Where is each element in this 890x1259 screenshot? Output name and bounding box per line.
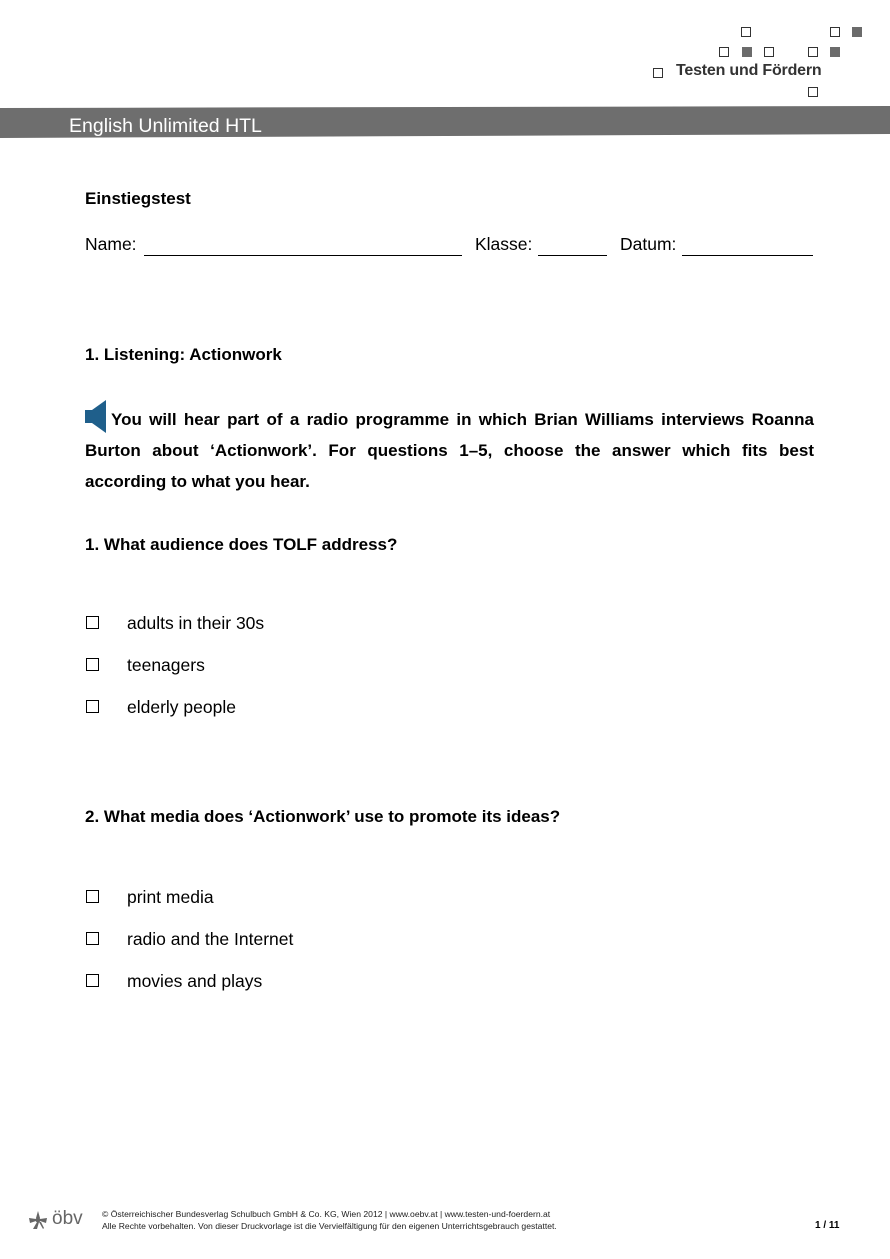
testen-und-foerdern-logo [650,24,870,104]
header-band [0,106,890,138]
logo-square [719,47,729,57]
q1-option-1-label: adults in their 30s [127,613,265,633]
document-title: Einstiegstest [85,189,191,208]
course-title: English Unlimited HTL [69,115,262,137]
logo-square [742,47,752,57]
question-2: 2. What media does ‘Actionwork’ use to promote its ideas? [85,807,561,826]
footer-copyright: © Österreichischer Bundesverlag Schulbuch GmbH & Co. KG, Wien 2012 | www.oebv.at | www.testen-und-foerdern.at [102,1209,551,1219]
q2-option-1-label: print media [127,887,214,907]
checkbox-q2-option-2[interactable] [86,932,99,945]
instruction-body: You will hear part of a radio programme in which Brian Williams interviews Roanna Burton about ‘Actionwork’. For questions 1–5, choose the answer which fits best according to what you hear. [85,410,814,491]
logo-square [852,27,862,37]
logo-square [830,27,840,37]
logo-square [764,47,774,57]
checkbox-q1-option-3[interactable] [86,700,99,713]
logo-square [808,47,818,57]
student-info-row [85,234,815,260]
class-field[interactable] [538,255,607,256]
footer-rights: Alle Rechte vorbehalten. Von dieser Druckvorlage ist die Vervielfältigung für den eigenen Unterrichtsgebrauch gestattet. [102,1221,557,1231]
logo-square [830,47,840,57]
q2-option-3-label: movies and plays [127,971,263,991]
publisher-logo-text: öbv [52,1208,83,1229]
logo-square [741,27,751,37]
date-field[interactable] [682,255,813,256]
q1-option-3-label: elderly people [127,697,236,717]
logo-square [653,68,663,78]
publisher-logo-icon [28,1210,48,1230]
question-1: 1. What audience does TOLF address? [85,535,398,554]
checkbox-q1-option-2[interactable] [86,658,99,671]
page-number: 1 / 11 [815,1220,840,1231]
q1-option-2-label: teenagers [127,655,205,675]
logo-square [808,87,818,97]
logo-text: Testen und Fördern [676,62,822,79]
section-heading: 1. Listening: Actionwork [85,345,282,364]
class-label: Klasse: [475,234,533,254]
name-label: Name: [85,234,137,254]
checkbox-q2-option-1[interactable] [86,890,99,903]
instruction-text [85,404,814,497]
date-label: Datum: [620,234,677,254]
q2-option-2-label: radio and the Internet [127,929,294,949]
checkbox-q2-option-3[interactable] [86,974,99,987]
name-field[interactable] [144,255,462,256]
checkbox-q1-option-1[interactable] [86,616,99,629]
